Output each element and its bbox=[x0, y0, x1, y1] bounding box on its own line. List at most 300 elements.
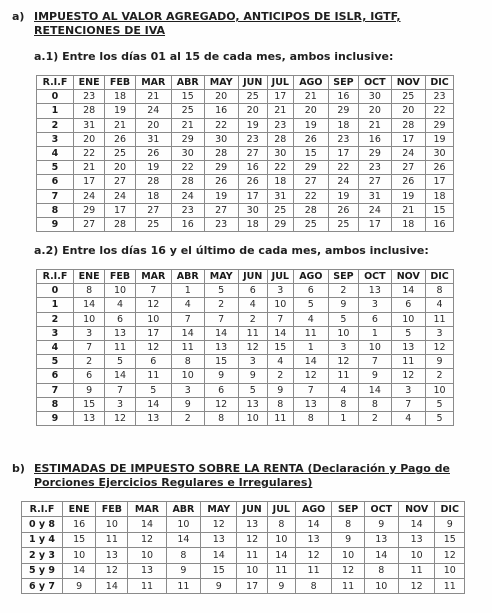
day-cell: 23 bbox=[426, 90, 454, 104]
day-cell: 29 bbox=[293, 161, 328, 175]
day-cell: 7 bbox=[267, 312, 293, 326]
day-cell: 6 bbox=[135, 355, 171, 369]
day-cell: 11 bbox=[328, 369, 359, 383]
day-cell: 26 bbox=[426, 161, 454, 175]
rif-digit-cell: 0 y 8 bbox=[22, 517, 63, 532]
column-header-month: OCT bbox=[359, 270, 391, 284]
day-cell: 15 bbox=[62, 532, 95, 547]
rif-digit-cell: 1 bbox=[37, 104, 74, 118]
day-cell: 2 bbox=[359, 411, 391, 425]
day-cell: 4 bbox=[391, 411, 426, 425]
day-cell: 3 bbox=[171, 383, 204, 397]
day-cell: 20 bbox=[73, 132, 104, 146]
day-cell: 25 bbox=[328, 217, 359, 231]
section-a-heading bbox=[12, 10, 401, 38]
day-cell: 14 bbox=[267, 326, 293, 340]
table-row bbox=[37, 369, 454, 383]
day-cell: 11 bbox=[238, 326, 267, 340]
day-cell: 12 bbox=[435, 548, 465, 563]
day-cell: 14 bbox=[73, 298, 104, 312]
table-row bbox=[37, 326, 454, 340]
day-cell: 5 bbox=[293, 298, 328, 312]
table-a2 bbox=[36, 269, 454, 426]
day-cell: 17 bbox=[391, 132, 426, 146]
column-header-month: MAR bbox=[135, 270, 171, 284]
day-cell: 2 bbox=[267, 369, 293, 383]
day-cell: 23 bbox=[328, 132, 359, 146]
day-cell: 11 bbox=[435, 578, 465, 593]
day-cell: 9 bbox=[73, 383, 104, 397]
column-header-month: ABR bbox=[171, 270, 204, 284]
day-cell: 21 bbox=[267, 104, 293, 118]
column-header-month: JUL bbox=[267, 270, 293, 284]
rif-digit-cell: 8 bbox=[37, 203, 74, 217]
day-cell: 15 bbox=[201, 563, 237, 578]
day-cell: 17 bbox=[238, 189, 267, 203]
table-b bbox=[21, 501, 465, 594]
day-cell: 11 bbox=[293, 326, 328, 340]
day-cell: 19 bbox=[105, 104, 135, 118]
day-cell: 11 bbox=[267, 411, 293, 425]
day-cell: 9 bbox=[171, 397, 204, 411]
day-cell: 2 bbox=[328, 284, 359, 298]
day-cell: 25 bbox=[293, 217, 328, 231]
day-cell: 3 bbox=[426, 326, 454, 340]
column-header-month: NOV bbox=[391, 270, 426, 284]
day-cell: 2 bbox=[204, 298, 238, 312]
day-cell: 5 bbox=[426, 397, 454, 411]
day-cell: 4 bbox=[171, 298, 204, 312]
day-cell: 10 bbox=[332, 548, 364, 563]
day-cell: 4 bbox=[328, 383, 359, 397]
section-b-title-line2: Porciones Ejercicios Regulares e Irregulares) bbox=[34, 476, 313, 489]
table-row bbox=[22, 578, 465, 593]
column-header-month: ENE bbox=[73, 270, 104, 284]
day-cell: 3 bbox=[359, 298, 391, 312]
day-cell: 6 bbox=[105, 312, 135, 326]
day-cell: 11 bbox=[171, 340, 204, 354]
day-cell: 4 bbox=[267, 355, 293, 369]
day-cell: 2 bbox=[73, 355, 104, 369]
day-cell: 15 bbox=[267, 340, 293, 354]
day-cell: 10 bbox=[171, 369, 204, 383]
day-cell: 22 bbox=[73, 146, 104, 160]
day-cell: 9 bbox=[238, 369, 267, 383]
column-header-rif: R.I.F bbox=[37, 76, 74, 90]
day-cell: 6 bbox=[238, 284, 267, 298]
column-header-month: DIC bbox=[435, 502, 465, 517]
day-cell: 28 bbox=[135, 175, 171, 189]
day-cell: 10 bbox=[364, 578, 398, 593]
day-cell: 17 bbox=[328, 146, 359, 160]
day-cell: 30 bbox=[359, 90, 391, 104]
day-cell: 10 bbox=[128, 548, 166, 563]
section-a-title-line2: RETENCIONES DE IVA bbox=[34, 24, 166, 37]
day-cell: 13 bbox=[96, 548, 128, 563]
day-cell: 18 bbox=[267, 175, 293, 189]
day-cell: 8 bbox=[359, 397, 391, 411]
day-cell: 5 bbox=[328, 312, 359, 326]
day-cell: 20 bbox=[135, 118, 171, 132]
day-cell: 21 bbox=[359, 118, 391, 132]
day-cell: 8 bbox=[171, 355, 204, 369]
day-cell: 28 bbox=[267, 132, 293, 146]
day-cell: 28 bbox=[171, 175, 204, 189]
column-header-month: DIC bbox=[426, 76, 454, 90]
table-row bbox=[37, 397, 454, 411]
column-header-month: NOV bbox=[391, 76, 426, 90]
day-cell: 30 bbox=[238, 203, 267, 217]
column-header-month: MAY bbox=[201, 502, 237, 517]
day-cell: 11 bbox=[105, 340, 135, 354]
day-cell: 29 bbox=[328, 104, 359, 118]
day-cell: 22 bbox=[293, 189, 328, 203]
day-cell: 27 bbox=[135, 203, 171, 217]
day-cell: 10 bbox=[267, 532, 295, 547]
column-header-month: AGO bbox=[293, 270, 328, 284]
day-cell: 24 bbox=[171, 189, 204, 203]
day-cell: 6 bbox=[359, 312, 391, 326]
section-b-heading bbox=[12, 462, 450, 490]
day-cell: 21 bbox=[293, 90, 328, 104]
day-cell: 28 bbox=[73, 104, 104, 118]
day-cell: 10 bbox=[62, 548, 95, 563]
day-cell: 12 bbox=[293, 369, 328, 383]
day-cell: 15 bbox=[293, 146, 328, 160]
column-header-month: AGO bbox=[293, 76, 328, 90]
day-cell: 10 bbox=[426, 383, 454, 397]
column-header-month: SEP bbox=[332, 502, 364, 517]
day-cell: 6 bbox=[391, 298, 426, 312]
column-header-month: JUN bbox=[238, 270, 267, 284]
table-row bbox=[37, 312, 454, 326]
day-cell: 26 bbox=[391, 175, 426, 189]
day-cell: 13 bbox=[359, 284, 391, 298]
day-cell: 8 bbox=[293, 411, 328, 425]
section-b-letter: b) bbox=[12, 462, 25, 475]
day-cell: 28 bbox=[105, 217, 135, 231]
day-cell: 13 bbox=[237, 517, 268, 532]
rif-digit-cell: 6 bbox=[37, 175, 74, 189]
day-cell: 31 bbox=[73, 118, 104, 132]
day-cell: 27 bbox=[293, 175, 328, 189]
day-cell: 9 bbox=[201, 578, 237, 593]
day-cell: 18 bbox=[135, 189, 171, 203]
rif-digit-cell: 9 bbox=[37, 411, 74, 425]
day-cell: 19 bbox=[135, 161, 171, 175]
day-cell: 15 bbox=[204, 355, 238, 369]
day-cell: 8 bbox=[295, 578, 332, 593]
day-cell: 11 bbox=[426, 312, 454, 326]
day-cell: 14 bbox=[96, 578, 128, 593]
day-cell: 8 bbox=[332, 517, 364, 532]
column-header-month: ABR bbox=[166, 502, 201, 517]
table-row bbox=[37, 132, 454, 146]
column-header-month: ABR bbox=[171, 76, 204, 90]
table-row bbox=[37, 146, 454, 160]
day-cell: 5 bbox=[426, 411, 454, 425]
rif-digit-cell: 6 y 7 bbox=[22, 578, 63, 593]
day-cell: 8 bbox=[73, 284, 104, 298]
day-cell: 23 bbox=[204, 217, 238, 231]
day-cell: 14 bbox=[364, 548, 398, 563]
day-cell: 11 bbox=[135, 369, 171, 383]
table-row bbox=[37, 161, 454, 175]
day-cell: 20 bbox=[293, 104, 328, 118]
day-cell: 14 bbox=[166, 532, 201, 547]
day-cell: 14 bbox=[391, 284, 426, 298]
day-cell: 16 bbox=[359, 132, 391, 146]
day-cell: 7 bbox=[73, 340, 104, 354]
day-cell: 3 bbox=[73, 326, 104, 340]
day-cell: 7 bbox=[105, 383, 135, 397]
day-cell: 13 bbox=[204, 340, 238, 354]
day-cell: 25 bbox=[105, 146, 135, 160]
day-cell: 13 bbox=[293, 397, 328, 411]
day-cell: 19 bbox=[238, 118, 267, 132]
column-header-month: DIC bbox=[426, 270, 454, 284]
day-cell: 18 bbox=[391, 217, 426, 231]
day-cell: 8 bbox=[267, 397, 293, 411]
column-header-month: MAR bbox=[128, 502, 166, 517]
day-cell: 23 bbox=[171, 203, 204, 217]
section-b-title-line1: ESTIMADAS DE IMPUESTO SOBRE LA RENTA (Declaración y Pago de bbox=[34, 462, 450, 475]
day-cell: 5 bbox=[238, 383, 267, 397]
day-cell: 9 bbox=[62, 578, 95, 593]
day-cell: 10 bbox=[238, 411, 267, 425]
day-cell: 6 bbox=[73, 369, 104, 383]
day-cell: 12 bbox=[295, 548, 332, 563]
column-header-month: OCT bbox=[364, 502, 398, 517]
section-a-title-line1: IMPUESTO AL VALOR AGREGADO, ANTICIPOS DE ISLR, IGTF, bbox=[34, 10, 401, 23]
day-cell: 13 bbox=[201, 532, 237, 547]
day-cell: 11 bbox=[295, 563, 332, 578]
section-a-letter: a) bbox=[12, 10, 25, 23]
column-header-month: MAR bbox=[135, 76, 171, 90]
table-row bbox=[37, 298, 454, 312]
day-cell: 25 bbox=[135, 217, 171, 231]
rif-digit-cell: 9 bbox=[37, 217, 74, 231]
day-cell: 8 bbox=[364, 563, 398, 578]
day-cell: 12 bbox=[105, 411, 135, 425]
day-cell: 29 bbox=[73, 203, 104, 217]
day-cell: 7 bbox=[204, 312, 238, 326]
day-cell: 13 bbox=[73, 411, 104, 425]
day-cell: 25 bbox=[238, 90, 267, 104]
table-row bbox=[37, 90, 454, 104]
day-cell: 23 bbox=[267, 118, 293, 132]
day-cell: 10 bbox=[166, 517, 201, 532]
column-header-month: JUL bbox=[267, 76, 293, 90]
day-cell: 17 bbox=[237, 578, 268, 593]
column-header-rif: R.I.F bbox=[37, 270, 74, 284]
day-cell: 21 bbox=[171, 118, 204, 132]
day-cell: 3 bbox=[391, 383, 426, 397]
day-cell: 3 bbox=[328, 340, 359, 354]
day-cell: 8 bbox=[204, 411, 238, 425]
day-cell: 12 bbox=[238, 340, 267, 354]
day-cell: 6 bbox=[293, 284, 328, 298]
day-cell: 16 bbox=[426, 217, 454, 231]
column-header-month: FEB bbox=[96, 502, 128, 517]
rif-digit-cell: 2 bbox=[37, 118, 74, 132]
day-cell: 29 bbox=[267, 217, 293, 231]
day-cell: 27 bbox=[204, 203, 238, 217]
day-cell: 24 bbox=[328, 175, 359, 189]
day-cell: 20 bbox=[391, 104, 426, 118]
day-cell: 15 bbox=[171, 90, 204, 104]
table-row bbox=[22, 548, 465, 563]
day-cell: 26 bbox=[328, 203, 359, 217]
rif-digit-cell: 5 y 9 bbox=[22, 563, 63, 578]
day-cell: 17 bbox=[267, 90, 293, 104]
day-cell: 17 bbox=[426, 175, 454, 189]
day-cell: 25 bbox=[267, 203, 293, 217]
day-cell: 17 bbox=[359, 217, 391, 231]
column-header-month: JUN bbox=[237, 502, 268, 517]
rif-digit-cell: 1 bbox=[37, 298, 74, 312]
day-cell: 17 bbox=[135, 326, 171, 340]
day-cell: 9 bbox=[267, 383, 293, 397]
day-cell: 4 bbox=[105, 298, 135, 312]
header-row bbox=[37, 76, 454, 90]
table-a1 bbox=[36, 75, 454, 232]
day-cell: 27 bbox=[391, 161, 426, 175]
day-cell: 31 bbox=[267, 189, 293, 203]
day-cell: 10 bbox=[267, 298, 293, 312]
table-row bbox=[37, 203, 454, 217]
day-cell: 14 bbox=[293, 355, 328, 369]
day-cell: 5 bbox=[135, 383, 171, 397]
day-cell: 12 bbox=[96, 563, 128, 578]
table-row bbox=[37, 340, 454, 354]
column-header-month: ENE bbox=[62, 502, 95, 517]
day-cell: 1 bbox=[328, 411, 359, 425]
day-cell: 28 bbox=[204, 146, 238, 160]
day-cell: 24 bbox=[391, 146, 426, 160]
day-cell: 8 bbox=[267, 517, 295, 532]
day-cell: 14 bbox=[359, 383, 391, 397]
day-cell: 30 bbox=[171, 146, 204, 160]
day-cell: 13 bbox=[105, 326, 135, 340]
day-cell: 21 bbox=[391, 203, 426, 217]
day-cell: 31 bbox=[135, 132, 171, 146]
day-cell: 24 bbox=[135, 104, 171, 118]
rif-digit-cell: 7 bbox=[37, 383, 74, 397]
column-header-month: FEB bbox=[105, 76, 135, 90]
day-cell: 28 bbox=[391, 118, 426, 132]
table-row bbox=[37, 284, 454, 298]
day-cell: 11 bbox=[391, 355, 426, 369]
rif-digit-cell: 5 bbox=[37, 161, 74, 175]
rif-digit-cell: 8 bbox=[37, 397, 74, 411]
day-cell: 13 bbox=[398, 532, 435, 547]
day-cell: 25 bbox=[171, 104, 204, 118]
rif-digit-cell: 7 bbox=[37, 189, 74, 203]
day-cell: 10 bbox=[398, 548, 435, 563]
day-cell: 23 bbox=[73, 90, 104, 104]
day-cell: 9 bbox=[364, 517, 398, 532]
rif-digit-cell: 1 y 4 bbox=[22, 532, 63, 547]
day-cell: 5 bbox=[391, 326, 426, 340]
day-cell: 12 bbox=[128, 532, 166, 547]
day-cell: 11 bbox=[237, 548, 268, 563]
day-cell: 23 bbox=[359, 161, 391, 175]
day-cell: 17 bbox=[105, 203, 135, 217]
day-cell: 4 bbox=[426, 298, 454, 312]
day-cell: 21 bbox=[105, 118, 135, 132]
column-header-month: MAY bbox=[204, 270, 238, 284]
day-cell: 25 bbox=[391, 90, 426, 104]
day-cell: 12 bbox=[328, 355, 359, 369]
column-header-month: JUL bbox=[267, 502, 295, 517]
day-cell: 7 bbox=[293, 383, 328, 397]
table-row bbox=[37, 118, 454, 132]
day-cell: 29 bbox=[171, 132, 204, 146]
day-cell: 26 bbox=[293, 132, 328, 146]
table-row bbox=[37, 175, 454, 189]
day-cell: 13 bbox=[295, 532, 332, 547]
day-cell: 16 bbox=[204, 104, 238, 118]
table-row bbox=[37, 189, 454, 203]
day-cell: 1 bbox=[359, 326, 391, 340]
day-cell: 10 bbox=[135, 312, 171, 326]
rif-digit-cell: 4 bbox=[37, 340, 74, 354]
day-cell: 10 bbox=[105, 284, 135, 298]
day-cell: 14 bbox=[398, 517, 435, 532]
day-cell: 9 bbox=[166, 563, 201, 578]
column-header-month: OCT bbox=[359, 76, 391, 90]
day-cell: 11 bbox=[332, 578, 364, 593]
day-cell: 30 bbox=[267, 146, 293, 160]
day-cell: 18 bbox=[238, 217, 267, 231]
day-cell: 16 bbox=[328, 90, 359, 104]
rif-digit-cell: 5 bbox=[37, 355, 74, 369]
day-cell: 12 bbox=[391, 369, 426, 383]
day-cell: 12 bbox=[332, 563, 364, 578]
day-cell: 15 bbox=[73, 397, 104, 411]
day-cell: 14 bbox=[204, 326, 238, 340]
day-cell: 17 bbox=[73, 175, 104, 189]
table-row bbox=[22, 563, 465, 578]
day-cell: 12 bbox=[135, 298, 171, 312]
day-cell: 8 bbox=[426, 284, 454, 298]
day-cell: 10 bbox=[328, 326, 359, 340]
column-header-month: AGO bbox=[295, 502, 332, 517]
rif-digit-cell: 0 bbox=[37, 284, 74, 298]
rif-digit-cell: 2 y 3 bbox=[22, 548, 63, 563]
day-cell: 15 bbox=[426, 203, 454, 217]
day-cell: 21 bbox=[73, 161, 104, 175]
day-cell: 16 bbox=[62, 517, 95, 532]
day-cell: 20 bbox=[359, 104, 391, 118]
day-cell: 24 bbox=[359, 203, 391, 217]
day-cell: 7 bbox=[391, 397, 426, 411]
day-cell: 26 bbox=[105, 132, 135, 146]
column-header-rif: R.I.F bbox=[22, 502, 63, 517]
day-cell: 27 bbox=[105, 175, 135, 189]
rif-digit-cell: 3 bbox=[37, 132, 74, 146]
day-cell: 8 bbox=[166, 548, 201, 563]
header-row bbox=[22, 502, 465, 517]
day-cell: 26 bbox=[204, 175, 238, 189]
rif-digit-cell: 0 bbox=[37, 90, 74, 104]
day-cell: 22 bbox=[328, 161, 359, 175]
day-cell: 6 bbox=[204, 383, 238, 397]
table-row bbox=[37, 217, 454, 231]
day-cell: 30 bbox=[204, 132, 238, 146]
day-cell: 22 bbox=[204, 118, 238, 132]
